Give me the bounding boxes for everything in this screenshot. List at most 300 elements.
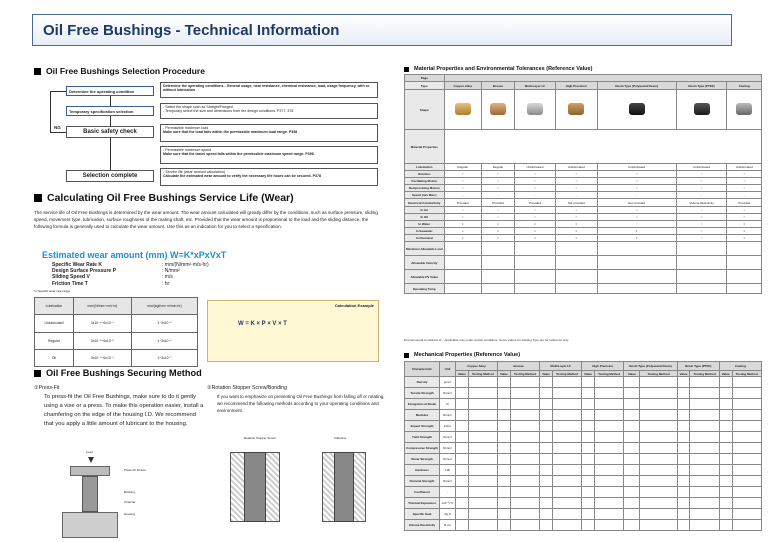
var-v: Sliding Speed V [52,274,90,281]
table-row [405,377,762,388]
press-fit-title: ①Press-Fit [34,385,60,391]
row-cell: Unlubricated [515,164,556,171]
unit-k: : mm/(N/mm²·m/s·hr) [162,262,209,268]
row-head: Yield Strength [405,432,440,443]
shape-cell [727,90,762,130]
col-head: Unit [440,362,456,377]
table-row [405,82,762,90]
row-cell [732,476,762,487]
row-head: In Air [405,207,445,214]
row-cell [690,388,719,399]
table-row [405,476,762,487]
shape-cell [555,90,597,130]
row-cell [594,509,623,520]
row-cell [510,498,539,509]
row-cell [594,410,623,421]
row-cell [690,432,719,443]
row-cell [510,421,539,432]
row-cell [540,520,553,531]
type-header: Resin Type (PTFE) [676,82,727,90]
row-cell: Unlubricated [676,164,727,171]
row-cell [582,465,595,476]
row-head: Volume Resistivity [405,520,440,531]
row-cell [456,388,469,399]
desc-service-life-line2: Calculate the estimated wear amount to verify the necessary life hours can be secured. P378 [163,174,321,179]
label-stopper-screw: Rotation Stopper Screw [244,436,276,440]
row-cell [582,443,595,454]
row-cell [732,410,762,421]
down-arrow-icon [88,457,94,463]
row-head: In Seawater [405,228,445,235]
unit-cell: N/mm² [440,454,456,465]
row-head: Hardness [405,465,440,476]
row-cell [540,443,553,454]
row-cell [444,75,761,82]
wear-note: *1 Specific wear rate range [34,289,71,293]
row-cell [677,520,690,531]
row-head: Impact Strength [405,421,440,432]
row-cell: Provided [444,199,481,207]
label-load: Load [86,450,93,454]
row-cell [640,377,677,388]
row-cell [468,377,497,388]
var-k: Specific Wear Rate K [52,262,102,268]
row-cell [510,487,539,498]
row-cell [468,410,497,421]
var-p: Design Surface Pressure P [52,268,116,275]
step-safety-check: Basic safety check [66,126,154,138]
type-header: Resin Type (Polyacetal Resin) [597,82,676,90]
row-cell [582,410,595,421]
row-cell [732,520,762,531]
row-cell [540,498,553,509]
step-temporary-spec: Temporary specification selection [66,106,154,116]
table-header: Lubrication [35,298,74,315]
row-cell [719,443,732,454]
type-header: Copper Alloy [444,82,481,90]
rotation-title: ②Rotation Stopper Screw/Bonding [207,385,287,391]
table-row [405,242,762,256]
unit-cell: HB [440,465,456,476]
row-cell [719,520,732,531]
row-cell [510,443,539,454]
table-row: Oscillating Motion ○ ○ ○ ○ ○ ○ ○ [405,178,762,185]
row-cell [468,476,497,487]
unit-t: : hr [162,280,170,287]
type-header: High Precision [555,82,597,90]
row-cell [456,443,469,454]
row-head: Type [405,82,445,90]
shape-cell [444,90,481,130]
row-head: Elongation at Break [405,399,440,410]
shape-cell [482,90,515,130]
row-cell: Unlubricated [597,164,676,171]
table-row [405,509,762,520]
row-cell [594,498,623,509]
row-cell [552,498,581,509]
row-cell [468,487,497,498]
shape-cell [597,90,676,130]
label-bushing: Bushing [124,490,135,494]
row-cell [540,377,553,388]
desc-service-life-line1: - Service life (wear amount calculation) [163,170,225,174]
row-cell [456,465,469,476]
table-cell: 3x10⁻⁶~6x10⁻⁶ [73,349,131,366]
row-cell [690,410,719,421]
row-cell [732,443,762,454]
securing-heading [34,368,202,378]
flow-arrow [110,138,111,170]
row-cell [582,432,595,443]
title-bar [32,14,732,46]
row-cell [719,454,732,465]
row-cell [624,399,640,410]
table-row [35,349,198,366]
wear-heading-text: Calculating Oil Free Bushings Service Life (Wear) [47,192,294,204]
row-cell [456,421,469,432]
selection-heading [34,66,205,76]
row-cell [582,388,595,399]
section-square-icon [34,68,41,75]
unit-cell: N/mm² [440,476,456,487]
page-title: Oil Free Bushings - Technical Information [43,22,340,39]
row-cell [719,498,732,509]
row-cell [719,432,732,443]
row-cell: Not provided [597,199,676,207]
calculation-example [207,300,379,362]
row-cell [640,520,677,531]
desc-max-speed-line2: Make sure that the travel speed falls within the permissible maximum speed range. P398 [163,152,314,157]
row-cell [594,520,623,531]
row-cell [624,410,640,421]
row-cell [456,399,469,410]
step-operating-condition: Determine the operating condition [66,86,154,96]
row-cell [594,377,623,388]
ng-return-line [50,132,66,133]
wear-variables [52,262,116,287]
row-cell [498,399,511,410]
row-head: Tensile Strength [405,388,440,399]
material-footnote: Environmental Conditions O... Applicable only under certain conditions. Some values for Casting Type are for reference only. [404,338,569,342]
row-cell [719,476,732,487]
desc-temporary-line1: - Select the shape such as Straight/Flanged [163,105,233,109]
row-cell [690,465,719,476]
bushing-image [694,103,710,115]
row-cell [468,509,497,520]
row-cell [582,498,595,509]
table-header: mm/(kgf/cm²·m/min·hr) [131,298,197,315]
row-head: Compressive Strength [405,443,440,454]
row-cell [510,520,539,531]
row-cell [624,443,640,454]
row-cell [677,388,690,399]
col-head: Bronze [498,362,540,371]
row-cell [624,509,640,520]
row-cell: Regular [444,164,481,171]
row-cell [594,476,623,487]
row-cell [640,476,677,487]
row-cell [552,410,581,421]
row-cell [677,454,690,465]
row-cell [468,465,497,476]
bushing-image [629,103,645,115]
row-cell [624,487,640,498]
row-cell [498,421,511,432]
row-cell [540,410,553,421]
row-cell [624,520,640,531]
ng-return-line [50,91,66,92]
ng-return-line [50,91,51,132]
row-head: Lubrication [405,164,445,171]
row-cell [468,399,497,410]
table-row: In Water × × × × ○ ○ × [405,221,762,228]
row-cell: Provided [515,199,556,207]
table-cell: 3x10⁻⁵~6x10⁻⁵ [73,332,131,349]
shape-cell [515,90,556,130]
row-cell [677,377,690,388]
row-cell [582,399,595,410]
row-head: Material Properties [405,130,445,164]
row-cell [719,377,732,388]
table-row [405,256,762,270]
row-cell [690,454,719,465]
row-cell [624,465,640,476]
unit-cell: x10⁻⁵/°C [440,498,456,509]
type-header: Multi-Layer LF [515,82,556,90]
row-cell [594,399,623,410]
rotation-text: If you want to emphasize on preventing Oil Free Bushings from falling off or rotating, we recommend the following methods according to your operating conditions and environment. [217,394,385,413]
row-cell [498,498,511,509]
securing-heading-text: Oil Free Bushings Securing Method [46,368,202,378]
row-cell [719,421,732,432]
housing-shape [62,512,118,538]
material-table [404,74,762,294]
row-cell [540,454,553,465]
row-head: Modulus [405,410,440,421]
label-press-fixture: Press-Fit Fixture [124,468,147,472]
row-cell [690,421,719,432]
row-cell [510,454,539,465]
desc-operating: Determine the operating conditions - General usage, heat resistance, chemical resistance, load, usage frequency, with or without lubrication [160,82,378,98]
table-row [405,199,762,207]
mechanical-heading-text: Mechanical Properties (Reference Value) [414,352,521,358]
table-cell: Oil [35,349,74,366]
row-cell [510,399,539,410]
unit-cell: N/mm² [440,388,456,399]
ng-label: NG [54,125,61,130]
selection-heading-text: Oil Free Bushings Selection Procedure [46,66,206,76]
mechanical-body [405,377,762,531]
row-head: In Oil [405,214,445,221]
row-cell [594,432,623,443]
row-cell [510,509,539,520]
row-cell [540,421,553,432]
table-row [405,284,762,294]
table-row [405,443,762,454]
row-cell [624,476,640,487]
wear-rate-table [34,297,198,367]
col-head: Resin Type (PTFE) [677,362,719,371]
row-cell [456,498,469,509]
row-cell [468,498,497,509]
row-cell: Not provided [555,199,597,207]
row-cell [540,465,553,476]
table-row: In Oil ○ ○ ○ ○ ○ ○ ○ [405,214,762,221]
row-cell [594,487,623,498]
row-cell: Provided [482,199,515,207]
row-cell [690,377,719,388]
row-cell [498,454,511,465]
wear-heading [34,192,294,204]
row-cell [540,476,553,487]
row-cell [456,432,469,443]
row-cell [677,509,690,520]
row-cell [582,509,595,520]
table-row: In Air ○ ○ ○ ○ ○ ○ ○ [405,207,762,214]
row-cell [510,388,539,399]
row-cell [444,130,761,164]
row-cell [498,377,511,388]
unit-cell: kJ/m² [440,421,456,432]
row-head: Coefficient [405,487,440,498]
unit-cell: Ω·cm [440,520,456,531]
table-row [405,130,762,164]
row-cell [719,465,732,476]
row-cell [640,454,677,465]
row-cell [732,432,762,443]
row-cell [677,498,690,509]
row-cell [498,410,511,421]
type-header: Bronze [482,82,515,90]
flow-arrow [110,96,111,106]
row-cell [690,443,719,454]
unit-cell: N/mm² [440,432,456,443]
row-cell [640,498,677,509]
row-cell [594,454,623,465]
row-head: Oscillating Motion [405,178,445,185]
desc-service-life [160,168,378,186]
table-row [405,362,762,371]
table-row [405,432,762,443]
row-cell [640,487,677,498]
row-cell [498,432,511,443]
label-chamfer: Chamfer [124,500,136,504]
bushing-image [736,103,752,115]
row-cell [690,399,719,410]
row-cell [510,465,539,476]
table-row [405,270,762,284]
bushing-shape [334,452,354,522]
row-cell [468,432,497,443]
row-cell [552,487,581,498]
material-heading [404,66,592,72]
row-cell [732,487,762,498]
unit-cell: g/cm³ [440,377,456,388]
row-cell [468,443,497,454]
unit-cell: % [440,399,456,410]
row-cell [498,388,511,399]
unit-v: : m/s [162,274,173,281]
table-row: Rotation ○ ○ ○ ○ ○ ○ ○ [405,171,762,178]
row-head: Density [405,377,440,388]
row-cell [719,509,732,520]
type-header: Casting [727,82,762,90]
wear-formula: Estimated wear amount (mm) W=K*xPxVxT [42,250,227,260]
row-cell [552,377,581,388]
table-row: In Seawater × × × × × ○ × [405,228,762,235]
row-cell [456,520,469,531]
row-cell [582,377,595,388]
section-square-icon [404,67,409,72]
row-head: Flexural Strength [405,476,440,487]
wear-paragraph: The service life of Oil Free Bushings is determined by the wear amount. The wear amount calculated will greatly differ by the conditions, such as surface pressure, sliding speed, movement type, lubrication, surface roughness of the mating shaft, etc. Provided that the wear amount is proportional to the load and the sliding distance, the following formula is generally used to calculate the wear amount. Use this as an indication for you to select a specification. [34,210,378,229]
table-row [405,520,762,531]
table-cell: Regular [35,332,74,349]
calc-formula: W = K × P × V × T [238,321,287,327]
row-cell [690,520,719,531]
row-cell [456,454,469,465]
row-cell [690,509,719,520]
table-row: Reciprocating Motion ○ ○ ○ ○ ○ ○ ○ [405,185,762,192]
table-row [405,498,762,509]
table-cell: 3x10⁻⁴~6x10⁻⁴ [73,315,131,332]
bushing-shape [82,476,98,512]
row-head: Shear Strength [405,454,440,465]
table-row [35,332,198,349]
table-row: In Chemical × × × × × ○ × [405,235,762,242]
unit-cell: - [440,487,456,498]
row-cell [640,443,677,454]
row-cell [498,465,511,476]
row-cell [677,432,690,443]
row-cell [640,399,677,410]
row-cell [468,520,497,531]
row-cell: Unlubricated [555,164,597,171]
table-row [405,454,762,465]
desc-max-speed-line1: - Permissible maximum speed [163,148,212,152]
material-heading-text: Material Properties and Environmental Tolerances (Reference Value) [414,66,593,72]
row-cell [624,432,640,443]
row-cell [690,476,719,487]
row-cell [552,520,581,531]
row-head: Page [405,75,445,82]
col-head: Casting [719,362,761,371]
press-fixture [70,466,110,476]
label-adhesive: Adhesive [334,436,347,440]
row-cell [582,421,595,432]
press-fit-diagram [60,450,180,542]
table-row [405,164,762,171]
row-cell [624,498,640,509]
table-row [405,399,762,410]
row-head: Maximum Allowable Load [405,242,445,256]
row-cell [640,509,677,520]
col-head: Characteristic [405,362,440,377]
row-cell [594,421,623,432]
row-cell [510,410,539,421]
row-cell [640,410,677,421]
row-cell [468,454,497,465]
row-cell [498,520,511,531]
row-cell [677,487,690,498]
row-cell [677,465,690,476]
row-cell [582,476,595,487]
wear-units [162,262,209,287]
table-header: mm/(N/mm²·m/s·hr) [73,298,131,315]
calc-caption: Calculation Example [334,303,374,308]
bushing-shape [244,452,266,522]
row-cell [732,498,762,509]
